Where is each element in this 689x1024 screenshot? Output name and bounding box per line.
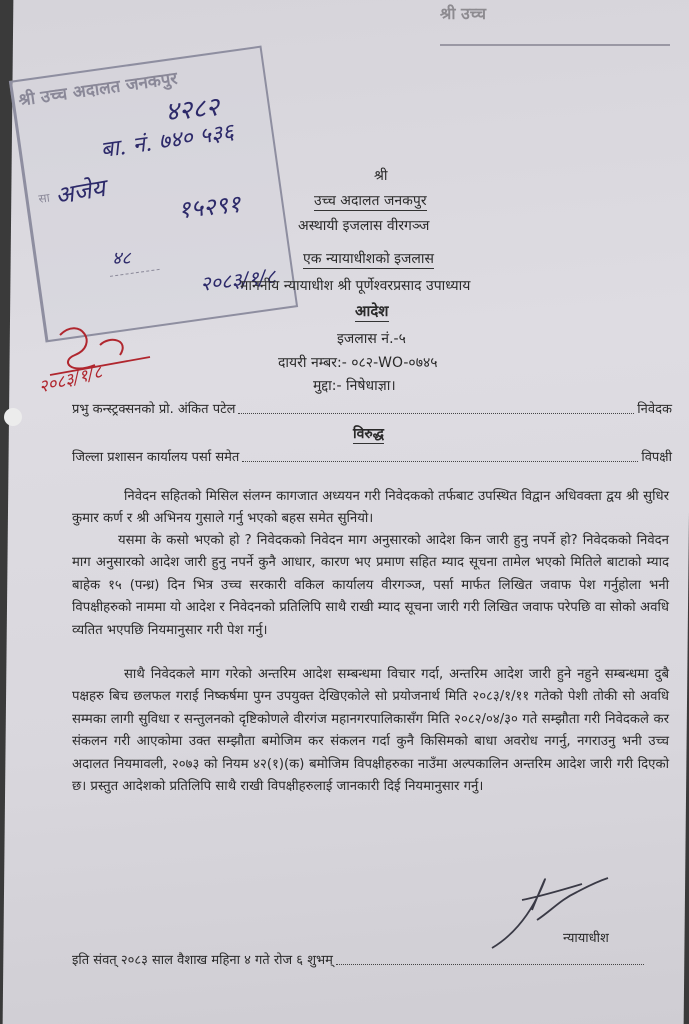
- court-receipt-stamp: [9, 46, 298, 343]
- versus: [353, 424, 384, 443]
- top-stamp-fragment: श्री उच्च: [440, 4, 487, 23]
- stamp-court-name: श्री उच्च अदालत जनकपुर: [17, 68, 179, 111]
- order-paragraph-3: साथै निवेदकले माग गरेको अन्तरिम आदेश सम्बन्धमा विचार गर्दा, अन्तरिम आदेश जारी हुने नहुने सम्बन्धमा दुबै पक्षहरु बिच छलफल गराई निष्कर्षमा पुग्न उपयुक्त देखिएकोले सो प्रयोजनार्थ मिति २०८३/१/११ गतेको पेशी तोकी सो अवधि सम्मका लागी सुविधा र सन्तुलनको दृष्टिकोणले वीरगंज महानगरपालिकासँग मिति २०८२/०४/३० गते सम्झौता गरी निवेदकले कर संकलन गरी आएकोमा उक्त सम्झौता बमोजिम कर संकलन गर्दा कुनै किसिमको बाधा अवरोध नगर्नु, नगराउनु भनी उच्च अदालत नियमावली, २०७३ को नियम ४२(१)(क) बमोजिम विपक्षीहरुका नाउँमा अल्पकालिन अन्तरिम आदेश जारी गरी दिएको छ। प्रस्तुत आदेशको प्रतिलिपि साथै राखी विपक्षीहरुलाई जानकारी दिई नियमानुसार गर्नु।: [72, 667, 669, 795]
- order-title-text: आदेश: [355, 302, 389, 320]
- judge-signature: [482, 870, 612, 960]
- handwritten-page-count: ४८: [112, 248, 131, 269]
- court-name-text: उच्च अदालत जनकपुर: [314, 193, 427, 209]
- dotted-leader: [336, 964, 644, 965]
- handwritten-number-2: १५२९१: [176, 189, 242, 225]
- petitioner-line: [72, 399, 672, 417]
- respondent-role: विपक्षी: [641, 450, 672, 465]
- court-name: [314, 191, 427, 210]
- versus-text: विरुद्ध: [353, 426, 384, 442]
- dotted-leader: [238, 413, 634, 414]
- handwritten-date-2: २०८३/१/८: [199, 264, 277, 296]
- dotted-leader: [242, 461, 638, 462]
- stamp-partial-label: सा: [37, 190, 51, 206]
- header-shri: श्री: [374, 168, 388, 184]
- respondent-name: जिल्ला प्रशासन कार्यालय पर्सा समेत: [72, 450, 240, 465]
- bench-location: अस्थायी इजलास वीरगञ्ज: [298, 218, 430, 234]
- bench-type-text: एक न्यायाधीशको इजलास: [303, 251, 434, 267]
- bench-number: इजलास नं.-५: [337, 331, 406, 347]
- respondent-line: [72, 447, 672, 465]
- footer-line: [72, 950, 647, 968]
- registration-number: दायरी नम्बर:- ०८२-WO-०७४५: [278, 355, 438, 371]
- judge-name: माननीय न्यायाधीश श्री पूर्णेश्वरप्रसाद उपाध्याय: [240, 278, 471, 294]
- red-handwritten-date: २०८३/१/८: [36, 362, 105, 398]
- petitioner-role: निवेदक: [637, 402, 672, 417]
- petitioner-name: प्रभु कन्स्ट्रक्सनको प्रो. अंकित पटेल: [72, 402, 236, 417]
- top-right-stamp-line: [440, 44, 670, 46]
- order-title: [355, 301, 389, 321]
- bench-type: [303, 249, 434, 268]
- footer-date: इति संवत् २०८३ साल वैशाख महिना ४ गते रोज ६ शुभम्: [72, 953, 333, 968]
- stamp-field-line: [110, 269, 160, 277]
- handwritten-note: बा. नं. ७४० ५३६: [99, 119, 236, 164]
- case-subject: मुद्दा:- निषेधाज्ञा।: [313, 378, 396, 394]
- judge-title: न्यायाधीश: [563, 931, 609, 946]
- order-paragraph-1: निवेदन सहितको मिसिल संलग्न कागजात अध्ययन गरी निवेदकको तर्फबाट उपस्थित विद्वान अधिवक्ता द्वय श्री सुधिर कुमार कर्ण र श्री अभिनय गुसाले गर्नु भएको बहस समेत सुनियो।: [72, 489, 669, 527]
- punch-hole: [4, 408, 22, 426]
- order-paragraph-2: यसमा के कसो भएको हो ? निवेदकको निवेदन माग अनुसारको आदेश किन जारी हुनु नपर्ने हो? निवेदकको निवेदन माग अनुसारको आदेश जारी हुनु नपर्ने कुनै आधार, कारण भए प्रमाण सहित म्याद सूचना तामेल भएको मितिले बाटाको म्याद बाहेक १५ (पन्ध्र) दिन भित्र उच्च सरकारी वकिल कार्यालय वीरगञ्ज, पर्सा मार्फत लिखित जवाफ पेश गर्नुहोला भनी विपक्षीहरुको नाममा यो आदेश र निवेदनको प्रतिलिपि साथै राखी म्याद सूचना जारी गरी लिखित जवाफ परेपछि वा सोको अवधि व्यतित भएपछि नियमानुसार गरी पेश गर्नु।: [72, 533, 669, 638]
- handwritten-date-1: अजेय: [53, 173, 108, 211]
- handwritten-number-1: ४२८२: [163, 92, 221, 128]
